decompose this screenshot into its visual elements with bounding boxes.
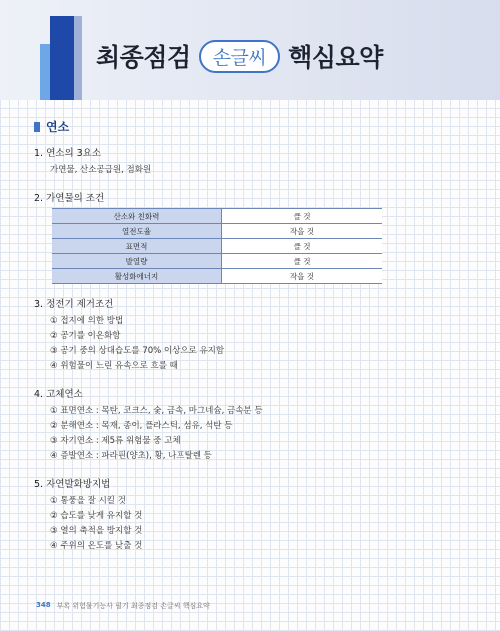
question-2 [34,190,474,284]
decor-bar-shade [74,16,82,100]
table-cell-value: 작을 것 [222,224,383,239]
table-row [52,239,382,254]
title-right: 핵심요약 [288,43,383,72]
list-item: ② 분해연소 : 목재, 종이, 플라스틱, 섬유, 석탄 등 [50,421,233,431]
section-title: 연소 [46,120,70,134]
question-5-list [34,494,474,554]
question-5-title: 5. 자연발화방지법 [34,479,111,490]
table-row [52,254,382,269]
footer [36,601,210,611]
question-1-title: 1. 연소의 3요소 [34,148,102,159]
question-5 [34,476,474,554]
table-cell-property: 산소와 친화력 [52,209,222,224]
footer-text: 부록 위험물기능사 필기 최종점검 손글씨 핵심요약 [56,602,210,610]
list-item: ③ 공기 중의 상대습도를 70% 이상으로 유지함 [50,346,225,356]
section-heading [34,118,474,135]
page-number: 348 [36,601,51,609]
question-3 [34,296,474,374]
table-row [52,269,382,284]
list-item: ④ 증발연소 : 파라핀(양초), 황, 나프탈렌 등 [50,451,212,461]
list-item: ④ 주위의 온도를 낮출 것 [50,541,143,551]
question-3-list [34,314,474,374]
title-pill: 손글씨 [199,40,281,73]
question-1 [34,145,474,178]
list-item: ③ 열의 축적을 방지할 것 [50,526,143,536]
list-item: ② 습도를 낮게 유지할 것 [50,511,143,521]
table-row [52,224,382,239]
list-item: ① 표면연소 : 목탄, 코크스, 숯, 금속, 마그네슘, 금속분 등 [50,406,263,416]
table-cell-value: 클 것 [222,254,383,269]
title-left: 최종점검 [96,43,191,72]
table-cell-property: 표면적 [52,239,222,254]
question-1-answer: 가연물, 산소공급원, 점화원 [50,165,152,175]
list-item: ④ 위험물이 느린 유속으로 흐를 때 [50,361,178,371]
table-cell-value: 클 것 [222,209,383,224]
table-cell-property: 활성화에너지 [52,269,222,284]
section-marker-icon [34,122,40,132]
list-item: ① 접지에 의한 방법 [50,316,124,326]
table-cell-property: 발열량 [52,254,222,269]
page-title [96,36,383,76]
table-cell-value: 작을 것 [222,269,383,284]
table-cell-property: 열전도율 [52,224,222,239]
conditions-table [52,208,382,284]
question-4-title: 4. 고체연소 [34,389,83,400]
question-2-title: 2. 가연물의 조건 [34,193,105,204]
header [0,0,500,100]
content [34,118,474,566]
question-4-list [34,404,474,464]
table-row [52,209,382,224]
question-3-title: 3. 정전기 제거조건 [34,299,114,310]
list-item: ③ 자기연소 : 제5류 위험물 중 고체 [50,436,181,446]
question-4 [34,386,474,464]
decor-bar-dark [50,16,74,100]
list-item: ① 통풍을 잘 시킬 것 [50,496,126,506]
table-cell-value: 클 것 [222,239,383,254]
list-item: ② 공기를 이온화함 [50,331,121,341]
